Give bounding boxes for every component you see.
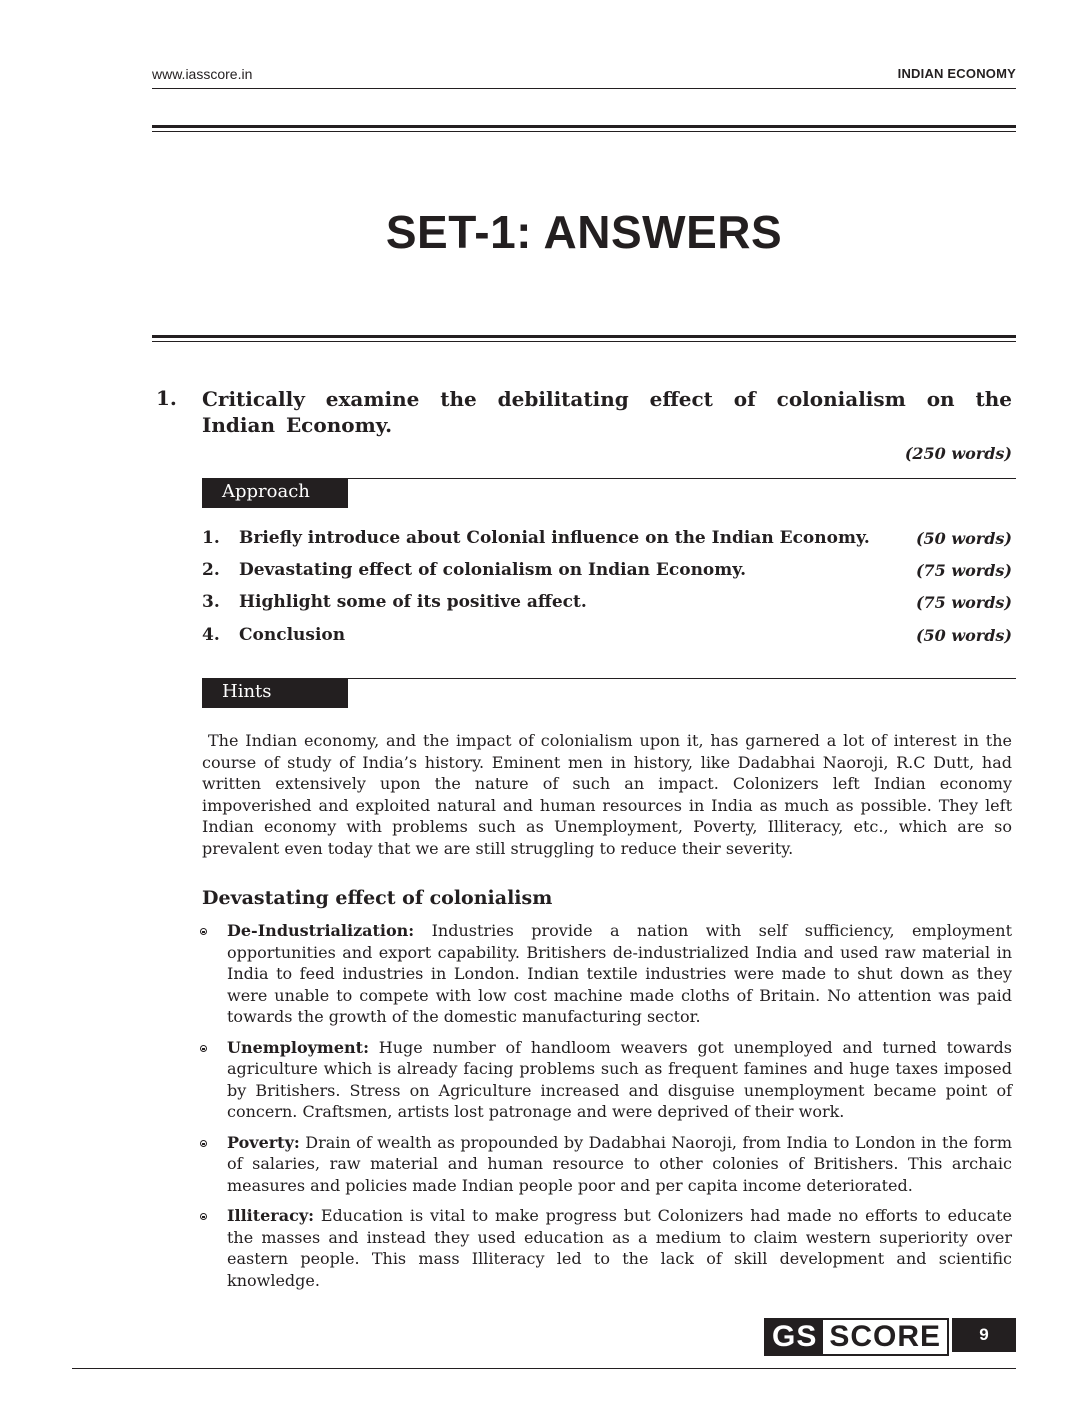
- bullet-icon: [200, 1213, 207, 1220]
- hints-tab: Hints: [202, 678, 348, 708]
- approach-rule: [348, 478, 1016, 479]
- question-word-limit: (250 words): [904, 444, 1012, 463]
- footer-rule: [72, 1368, 1016, 1369]
- effects-list: [200, 920, 1012, 1300]
- question-text: Critically examine the debilitating effect of colonialism on the Indian Economy.: [202, 387, 1012, 437]
- step-word-limit: (75 words): [915, 561, 1012, 580]
- logo-gs-text: GS: [766, 1320, 823, 1354]
- item-text: Education is vital to make progress but Colonizers had made no efforts to educate the masses and instead they used education as a medium to claim western superiority over eastern people. This mass Illiteracy led to the lack of skill development and scientific knowledge.: [227, 1206, 1012, 1290]
- item-term: Poverty:: [227, 1132, 300, 1152]
- step-number: 3.: [202, 592, 220, 612]
- item-term: De-Industrialization:: [227, 921, 415, 940]
- question-number: 1.: [156, 386, 177, 410]
- bullet-icon: [200, 1140, 207, 1147]
- step-number: 2.: [202, 560, 220, 580]
- hints-paragraph: The Indian economy, and the impact of colonialism upon it, has garnered a lot of interest in the course of study of India’s history. Eminent men in history, like Dadabhai Naoroji, R.C Dutt, had written extensively upon the nature of such an impact. Colonizers left Indian economy impoverished and exploited natural and human resources in India as much as possible. They left Indian economy with problems such as Unemployment, Poverty, Illiteracy, etc., which are so prevalent even today that we are still struggling to reduce their severity.: [202, 731, 1012, 858]
- item-text: Industries provide a nation with self sufficiency, employment opportunities and export capability. Britishers de-industrialized India and used raw material in India to feed industries in London. Indian textile industries were made to shut down as they were unable to compete with low cost machine made cloths of Britain. No attention was paid towards the growth of the domestic manufacturing sector.: [227, 921, 1012, 1026]
- list-item: [200, 1132, 1012, 1197]
- logo-score-text: SCORE: [829, 1320, 942, 1353]
- hints-rule: [348, 678, 1016, 679]
- step-text: Conclusion: [239, 625, 346, 645]
- list-item: [200, 1037, 1012, 1123]
- step-text: Devastating effect of colonialism on Indian Economy.: [239, 560, 747, 580]
- step-number: 4.: [202, 625, 220, 645]
- step-word-limit: (50 words): [915, 626, 1012, 645]
- bullet-icon: [200, 928, 207, 935]
- section-heading: Devastating effect of colonialism: [202, 887, 553, 909]
- step-number: 1.: [202, 528, 220, 548]
- list-item: [200, 920, 1012, 1028]
- title-top-rule: [152, 125, 1016, 132]
- approach-tab: Approach: [202, 478, 348, 508]
- step-word-limit: (50 words): [915, 529, 1012, 548]
- bullet-icon: [200, 1045, 207, 1052]
- page-title: SET-1: ANSWERS: [385, 206, 783, 258]
- item-text: Huge number of handloom weavers got unemployed and turned towards agriculture which is already facing problems such as frequent famines and huge taxes imposed by Britishers. Stress on Agriculture increased and disguise unemployment became point of concern. Craftsmen, artists lost patronage and were deprived of their work.: [227, 1037, 1012, 1121]
- page-number: 9: [952, 1318, 1016, 1352]
- step-text: Briefly introduce about Colonial influence on the Indian Economy.: [239, 528, 870, 548]
- item-term: Unemployment:: [227, 1037, 369, 1057]
- header-rule: [152, 88, 1016, 89]
- item-text: Drain of wealth as propounded by Dadabhai Naoroji, from India to London in the form of salaries, raw material and human resource to other colonies of Britishers. This archaic measures and policies made Indian people poor and per capita income deteriorated.: [227, 1132, 1012, 1195]
- item-term: Illiteracy:: [227, 1206, 315, 1225]
- list-item: [200, 1205, 1012, 1291]
- title-bottom-rule: [152, 335, 1016, 342]
- site-url: www.iasscore.in: [152, 66, 253, 82]
- step-text: Highlight some of its positive affect.: [239, 592, 587, 612]
- gsscore-logo: [764, 1318, 949, 1356]
- step-word-limit: (75 words): [915, 593, 1012, 612]
- section-title: INDIAN ECONOMY: [897, 66, 1016, 81]
